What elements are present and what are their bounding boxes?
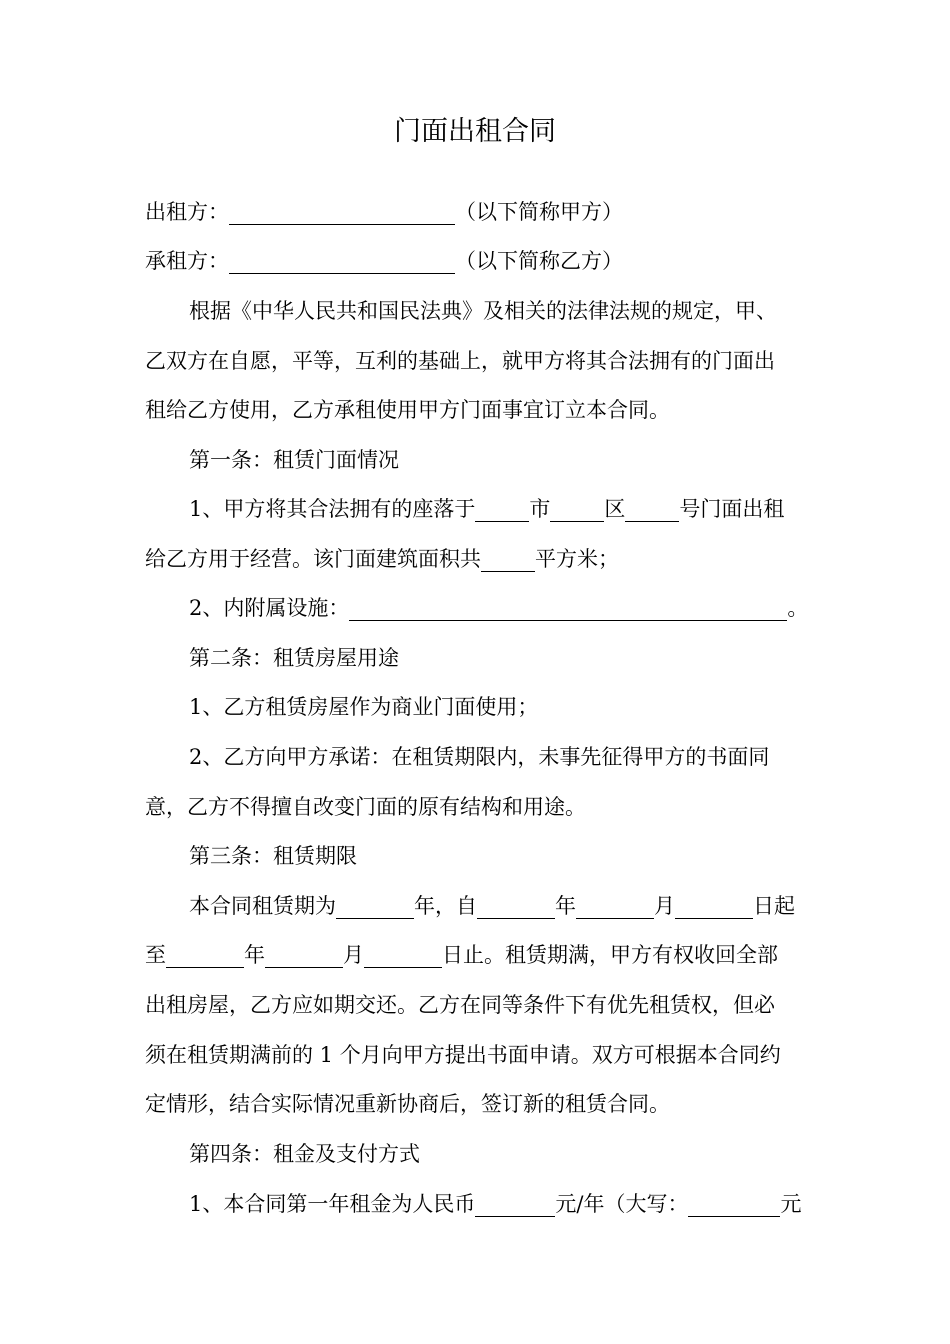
area-blank — [481, 549, 535, 572]
end-day-blank — [364, 945, 442, 968]
intro-line-1: 根据《中华人民共和国民法典》及相关的法律法规的规定，甲、 — [189, 299, 777, 323]
clause-text: 。 — [787, 596, 809, 620]
clause-text: 年 — [244, 943, 265, 967]
article-2-clause-1: 1、乙方租赁房屋作为商业门面使用； — [189, 695, 539, 719]
clause-text: 平方米； — [535, 547, 619, 571]
start-month-blank — [576, 896, 654, 919]
clause-text: 年 — [555, 894, 576, 918]
lessee-label: 承租方： — [145, 249, 229, 273]
lessee-name-blank — [229, 251, 455, 274]
term-years-blank — [336, 896, 414, 919]
article-1-clause-2 — [145, 593, 815, 623]
number-blank — [625, 499, 679, 522]
article-3-line-2 — [145, 940, 815, 970]
clause-text: 区 — [604, 497, 626, 521]
clause-text: 1、甲方将其合法拥有的座落于 — [189, 497, 476, 521]
article-3-line-5: 定情形，结合实际情况重新协商后，签订新的租赁合同。 — [145, 1092, 670, 1116]
article-3-line-1 — [145, 891, 815, 921]
end-month-blank — [265, 945, 343, 968]
rent-uppercase-blank — [688, 1194, 780, 1217]
clause-text: 元 — [780, 1192, 802, 1216]
lessee-line — [145, 246, 815, 276]
clause-text: 号门面出租 — [679, 497, 785, 521]
facilities-blank — [349, 598, 787, 621]
clause-text: 日止。租赁期满，甲方有权收回全部 — [442, 943, 778, 967]
lessor-suffix: （以下简称甲方） — [455, 200, 623, 224]
clause-text: 月 — [654, 894, 675, 918]
article-3-heading: 第三条：租赁期限 — [189, 844, 357, 868]
intro-line-3: 租给乙方使用，乙方承租使用甲方门面事宜订立本合同。 — [145, 398, 670, 422]
start-year-blank — [477, 896, 555, 919]
article-4-clause-1 — [145, 1189, 815, 1219]
city-blank — [475, 499, 529, 522]
document-title: 门面出租合同 — [394, 116, 556, 147]
clause-text: 本合同租赁期为 — [189, 894, 336, 918]
clause-text: 月 — [343, 943, 364, 967]
district-blank — [550, 499, 604, 522]
article-2-clause-2: 2、乙方向甲方承诺：在租赁期限内，未事先征得甲方的书面同 — [189, 745, 770, 769]
article-2-heading: 第二条：租赁房屋用途 — [189, 646, 399, 670]
article-2-clause-2-cont: 意，乙方不得擅自改变门面的原有结构和用途。 — [145, 795, 586, 819]
lessee-suffix: （以下简称乙方） — [455, 249, 623, 273]
clause-text: 给乙方用于经营。该门面建筑面积共 — [145, 547, 481, 571]
article-1-heading: 第一条：租赁门面情况 — [189, 448, 399, 472]
lessor-line — [145, 197, 815, 227]
clause-text: 元/年（大写： — [555, 1192, 689, 1216]
end-year-blank — [166, 945, 244, 968]
clause-text: 2、内附属设施： — [189, 596, 350, 620]
lessor-name-blank — [229, 202, 455, 225]
rent-amount-blank — [475, 1194, 555, 1217]
start-day-blank — [675, 896, 753, 919]
intro-line-2: 乙双方在自愿，平等，互利的基础上，就甲方将其合法拥有的门面出 — [145, 349, 775, 373]
clause-text: 1、本合同第一年租金为人民币 — [189, 1192, 476, 1216]
article-1-clause-1 — [145, 494, 815, 524]
article-3-line-3: 出租房屋，乙方应如期交还。乙方在同等条件下有优先租赁权，但必 — [145, 993, 775, 1017]
article-3-line-4: 须在租赁期满前的 1 个月向甲方提出书面申请。双方可根据本合同约 — [145, 1043, 781, 1067]
clause-text: 市 — [529, 497, 551, 521]
clause-text: 年，自 — [414, 894, 477, 918]
clause-text: 日起 — [753, 894, 795, 918]
lessor-label: 出租方： — [145, 200, 229, 224]
article-1-clause-1-cont — [145, 544, 815, 574]
clause-text: 至 — [145, 943, 166, 967]
article-4-heading: 第四条：租金及支付方式 — [189, 1142, 420, 1166]
